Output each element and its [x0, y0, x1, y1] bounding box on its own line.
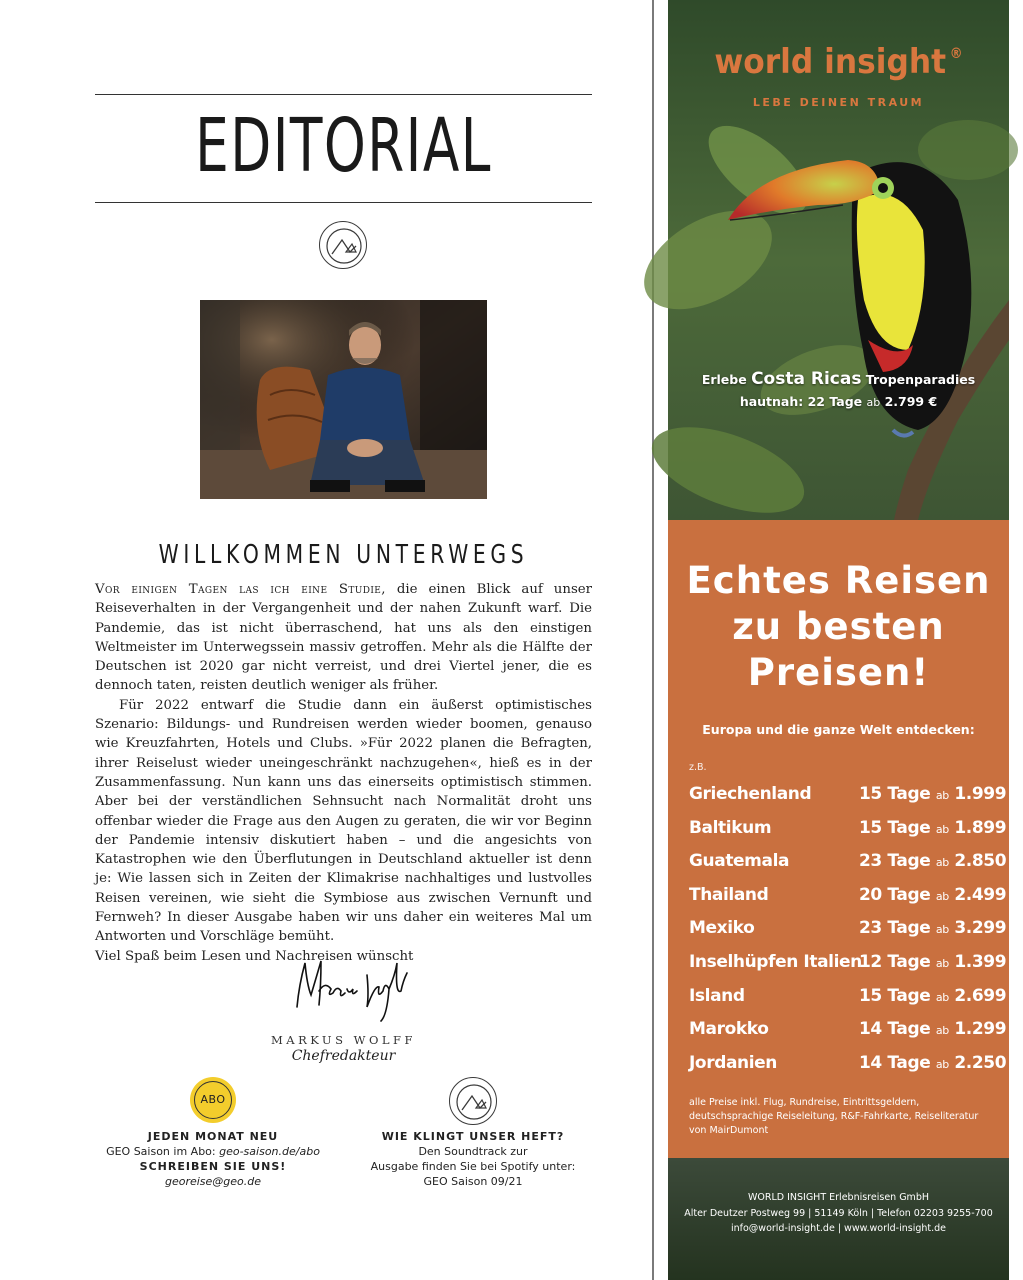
- abo-heading: JEDEN MONAT NEU: [147, 1130, 279, 1143]
- trip-days: 23 Tage: [859, 918, 931, 939]
- abo-badge-icon: [190, 1077, 236, 1123]
- trip-offer: [859, 851, 1023, 871]
- page-divider: [652, 0, 654, 1280]
- trip-ab: ab: [935, 822, 949, 836]
- headline-line-1: Echtes Reisen: [686, 559, 991, 602]
- soundtrack-heading: WIE KLINGT UNSER HEFT?: [381, 1130, 565, 1143]
- trip-destination: Island: [689, 985, 745, 1006]
- trip-price: 1.999 €: [954, 784, 1023, 804]
- trip-price: 3.299 €: [954, 918, 1023, 939]
- soundtrack-line-1: Den Soundtrack zur: [418, 1145, 528, 1158]
- footer-contact: [668, 1190, 1009, 1237]
- abo-info: [90, 1129, 336, 1189]
- abo-line: [90, 1144, 336, 1159]
- headline-line-3: Preisen!: [747, 651, 930, 694]
- trip-ab: ab: [935, 889, 949, 903]
- company-address: Alter Deutzer Postweg 99 | 51149 Köln | Telefon 02203 9255-700: [684, 1207, 993, 1219]
- closing-line: Viel Spaß beim Lesen und Nachreisen wünscht: [95, 948, 414, 964]
- ad-headline: [668, 558, 1009, 696]
- trip-price: 2.499 €: [954, 884, 1023, 905]
- geo-saison-logo-icon: [319, 221, 367, 269]
- trip-row: [689, 918, 1023, 952]
- spotify-playlist-name: GEO Saison 09/21: [423, 1175, 523, 1188]
- trip-destination: Guatemala: [689, 851, 790, 872]
- brand-tagline: LEBE DEINEN TRAUM: [752, 96, 925, 109]
- abo-text: GEO Saison im Abo:: [106, 1145, 220, 1158]
- trip-row: [689, 784, 1023, 818]
- page-title: EDITORIAL: [195, 103, 492, 189]
- trip-destination: Jordanien: [689, 1052, 777, 1073]
- trip-destination: Thailand: [689, 884, 769, 905]
- hero-destination: Costa Ricas: [751, 369, 862, 389]
- trip-row: [689, 1019, 1023, 1053]
- ad-fineprint: alle Preise inkl. Flug, Rundreise, Eintrittsgeldern, deutschsprachige Reiseleitung, R&F-Fahrkarte, Reiseliteratur von MairDumont: [689, 1097, 979, 1136]
- trip-ab: ab: [935, 856, 949, 870]
- registered-mark: ®: [949, 46, 963, 62]
- brand-name: world insight: [714, 42, 947, 82]
- hero-line-1: [668, 368, 1009, 391]
- trip-offer: [859, 818, 1023, 838]
- paragraph-2: Für 2022 entwarf die Studie dann ein äußerst optimistisches Szenario: Bildungs- und Rundreisen werden wieder boomen, genauso wie Kreuzfahrten, Hotels und Clubs. »Für 2022 planen die Befragten, ihrer Reiselust wieder uneingeschränkt nachzugehen«, hieß es in der Zusammenfassung. Nun kann uns das einerseits optimistisch stimmen. Aber bei der verständlichen Sehnsucht nach Normalität droht uns offenbar wieder die Frage aus den Augen zu geraten, die wir vor Beginn der Pandemie intensiv diskutiert haben – und die angesichts von Katastrophen wie den Überflutungen in Deutschland aktueller ist denn je: Wie lassen sich in Zeiten der Klimakrise nachhaltiges und lustvolles Reisen vereinen, wie sieht die Symbiose aus zwischen Vernunft und Fernweh? In dieser Ausgabe haben wir uns daher ein weiteres Mal um Antworten und Vorschläge bemüht.: [95, 697, 592, 945]
- paragraph-1: [95, 580, 592, 696]
- headline-line-2: zu besten: [732, 605, 945, 648]
- world-insight-ad: [668, 0, 1023, 1280]
- trip-offer: [859, 784, 1023, 804]
- abo-badge-label: ABO: [194, 1081, 232, 1119]
- trip-offer: [859, 952, 1023, 972]
- trip-row: [689, 951, 1023, 986]
- trip-ab: ab: [935, 923, 949, 937]
- hero-price: 2.799 €: [880, 394, 938, 409]
- trip-price: 1.399 €: [954, 951, 1023, 972]
- trip-days: 23 Tage: [859, 851, 931, 872]
- paragraph-1-text: die einen Blick auf unser Reiseverhalten in der Vergangenheit und der nahen Zukunft warf. Die Pandemie, das ist nicht überraschend, hat uns als den einstigen Weltmeister im Unterwegssein massiv getroffen. Mehr als die Hälfte der Deutschen ist 2020 gar nicht verreist, und drei Viertel jener, die es dennoch taten, reisten deutlich weniger als früher.: [95, 582, 592, 694]
- hero-duration: hautnah: 22 Tage: [739, 394, 867, 409]
- trip-price: 1.299 €: [954, 1019, 1023, 1040]
- hero-ab: ab: [866, 396, 881, 409]
- editor-portrait-photo: [200, 300, 487, 499]
- editorial-body: [95, 580, 592, 966]
- company-name: WORLD INSIGHT Erlebnisreisen GmbH: [747, 1192, 929, 1203]
- trip-ab: ab: [935, 956, 949, 970]
- top-rule: [95, 94, 592, 95]
- abo-link[interactable]: geo-saison.de/abo: [219, 1145, 320, 1158]
- trip-days: 15 Tage: [859, 817, 931, 838]
- trip-destination: Mexiko: [689, 918, 755, 939]
- trip-destination: Griechenland: [689, 784, 812, 804]
- article-subhead: WILLKOMMEN UNTERWEGS: [158, 540, 529, 570]
- trip-list: [689, 784, 1023, 1086]
- world-insight-logo: [682, 42, 996, 82]
- trip-days: 14 Tage: [859, 1019, 931, 1040]
- trip-row: [689, 851, 1023, 885]
- trip-destination: Inselhüpfen Italien: [689, 951, 862, 972]
- trip-ab: ab: [935, 1057, 949, 1071]
- title-bottom-rule: [95, 202, 592, 203]
- trip-row: [689, 884, 1023, 919]
- ad-footer: [668, 1158, 1009, 1280]
- contact-email[interactable]: georeise@geo.de: [164, 1175, 262, 1188]
- trip-destination: Marokko: [689, 1019, 769, 1040]
- author-role: Chefredakteur: [291, 1048, 396, 1064]
- trip-offer: [859, 1019, 1023, 1039]
- trip-ab: ab: [935, 789, 949, 802]
- trip-ab: ab: [935, 990, 949, 1004]
- hero-pre: Erlebe: [701, 372, 752, 387]
- contact-heading: SCHREIBEN SIE UNS!: [139, 1160, 287, 1173]
- trip-row: [689, 817, 1023, 852]
- hero-offer: [668, 368, 1009, 414]
- trip-offer: [859, 885, 1023, 905]
- trip-destination: Baltikum: [689, 817, 772, 838]
- geo-saison-logo-icon: [449, 1077, 497, 1125]
- trip-offer: [859, 1053, 1023, 1073]
- trip-days: 12 Tage: [859, 951, 931, 972]
- lead-in: Vor einigen Tagen las ich eine Studie,: [95, 582, 386, 597]
- trip-price: 2.699 €: [954, 985, 1023, 1006]
- trip-price: 1.899 €: [954, 817, 1023, 838]
- hero-post: Tropenparadies: [861, 372, 976, 387]
- soundtrack-line-2: Ausgabe finden Sie bei Spotify unter:: [370, 1160, 576, 1173]
- trip-days: 14 Tage: [859, 1052, 931, 1073]
- handwritten-signature: [275, 945, 425, 1025]
- trip-row: [689, 1052, 1023, 1087]
- trip-days: 15 Tage: [859, 985, 931, 1006]
- ad-subline: Europa und die ganze Welt entdecken:: [702, 722, 975, 737]
- trip-price: 2.250 €: [954, 1052, 1023, 1073]
- zb-label: z.B.: [689, 762, 707, 773]
- offers-panel: [668, 520, 1023, 1158]
- company-web[interactable]: info@world-insight.de | www.world-insight.de: [730, 1223, 947, 1234]
- soundtrack-info: [350, 1129, 596, 1189]
- trip-ab: ab: [935, 1024, 949, 1038]
- trip-offer: [859, 918, 1023, 938]
- trip-days: 20 Tage: [859, 884, 931, 905]
- trip-offer: [859, 986, 1023, 1006]
- author-name: MARKUS WOLFF: [271, 1033, 416, 1047]
- trip-row: [689, 985, 1023, 1020]
- trip-price: 2.850 €: [954, 851, 1023, 872]
- trip-days: 15 Tage: [859, 784, 931, 804]
- hero-line-2: [668, 391, 1009, 414]
